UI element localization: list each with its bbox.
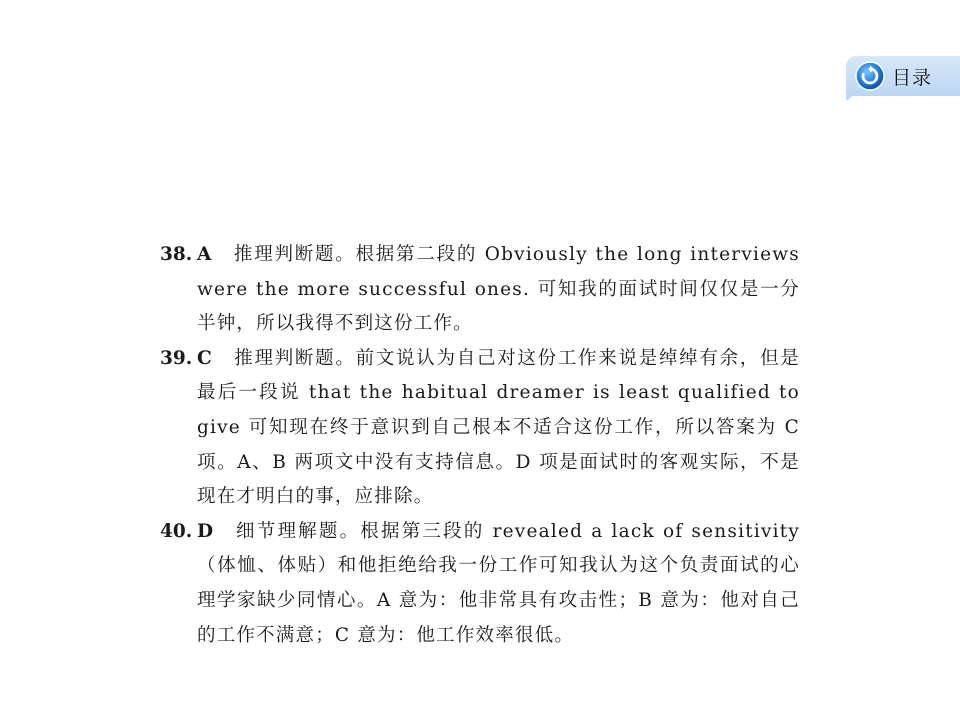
question-number: 40. xyxy=(160,520,193,542)
circular-arrow-icon xyxy=(855,61,885,91)
answer-letter: C xyxy=(197,347,212,369)
answer-explanations xyxy=(160,238,800,653)
explanation-text: 推理判断题。前文说认为自己对这份工作来说是绰绰有余，但是最后一段说 that the habitual dreamer is least qualified to give 可知现在终于意识到自己根本不适合这份工作，所以答案为 C 项。A、B 两项文中没有支持信息。D 项是面试时的客观实际，不是现在才明白的事，应排除。 xyxy=(197,347,800,508)
toc-label: 目录 xyxy=(892,66,933,89)
explanation-text: 推理判断题。根据第二段的 Obviously the long interviews were the more successful ones. 可知我的面试时间仅仅是一分半钟，所以我得不到这份工作。 xyxy=(197,244,800,335)
answer-letter: A xyxy=(197,244,212,265)
question-number: 38. xyxy=(160,244,193,265)
answer-item-38 xyxy=(160,238,800,342)
explanation-text: 细节理解题。根据第三段的 revealed a lack of sensitivity（体恤、体贴）和他拒绝给我一份工作可知我认为这个负责面试的心理学家缺少同情心。A 意为：他非常具有攻击性；B 意为：他对自己的工作不满意；C 意为：他工作效率很低。 xyxy=(197,520,800,646)
question-number: 39. xyxy=(160,347,193,369)
answer-item-40 xyxy=(160,515,800,653)
answer-letter: D xyxy=(197,520,214,542)
toc-button[interactable] xyxy=(846,56,960,96)
answer-item-39 xyxy=(160,342,800,515)
